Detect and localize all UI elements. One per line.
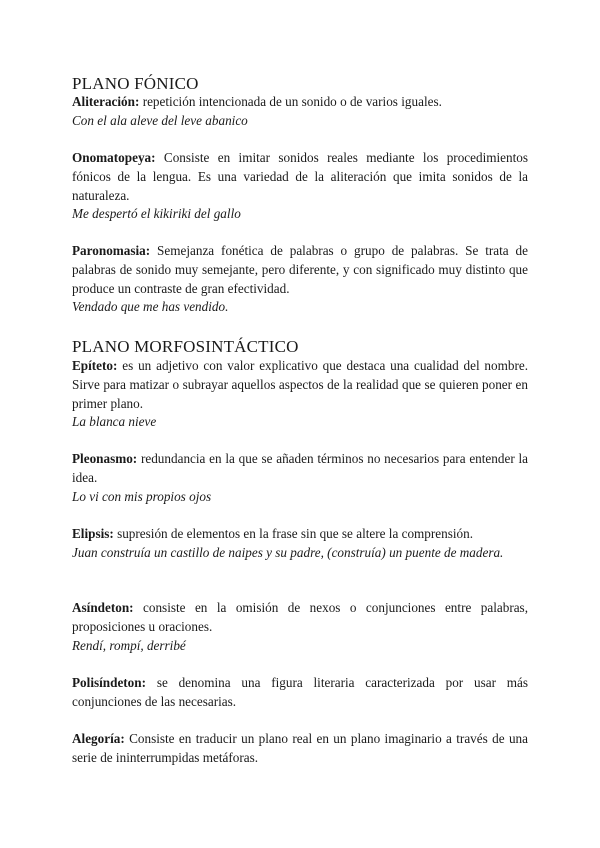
- entry-pleonasmo: [72, 450, 528, 506]
- term: Paronomasia:: [72, 243, 151, 258]
- definition-text: repetición intencionada de un sonido o de varios iguales.: [142, 94, 442, 109]
- example: Juan construía un castillo de naipes y su padre, (construía) un puente de madera.: [72, 544, 504, 560]
- definition: [72, 149, 528, 205]
- definition-text: Consiste en traducir un plano real en un plano imaginario a través de una serie de ininterrumpidas metáforas.: [72, 731, 528, 765]
- entry-alegoria: [72, 730, 528, 768]
- term: Pleonasmo:: [72, 451, 138, 466]
- term: Elipsis:: [72, 526, 114, 541]
- definition: [72, 599, 528, 637]
- definition-text: es un adjetivo con valor explicativo que destaca una cualidad del nombre. Sirve para matizar o subrayar aquellos aspectos de la realidad que se quieren poner en primer plano.: [72, 358, 529, 411]
- term: Asíndeton:: [72, 600, 134, 615]
- definition-text: Semejanza fonética de palabras o grupo de palabras. Se trata de palabras de sonido muy semejante, pero diferente, y con significado muy distinto que produce un contraste de gran efectividad.: [72, 243, 528, 296]
- definition-text: Consiste en imitar sonidos reales mediante los procedimientos fónicos de la lengua. Es una variedad de la aliteración que imita sonidos de la naturaleza.: [72, 150, 529, 203]
- definition-text: se denomina una figura literaria caracterizada por usar más conjunciones de las necesarias.: [72, 675, 528, 709]
- section-title-plano-morfosintactico: PLANO MORFOSINTÁCTICO: [72, 337, 299, 356]
- definition-text: supresión de elementos en la frase sin que se altere la comprensión.: [117, 526, 474, 541]
- definition-text: consiste en la omisión de nexos o conjunciones entre palabras, proposiciones u oraciones.: [72, 600, 528, 634]
- term: Aliteración:: [72, 94, 140, 109]
- example: Con el ala aleve del leve abanico: [72, 112, 248, 128]
- entry-paronomasia: [72, 242, 528, 317]
- entry-asindeton: [72, 599, 528, 655]
- example: Rendí, rompí, derribé: [72, 637, 186, 653]
- example: Vendado que me has vendido.: [72, 299, 229, 315]
- entry-aliteracion: [72, 93, 528, 131]
- entry-elipsis: [72, 525, 528, 563]
- example: Lo vi con mis propios ojos: [72, 488, 212, 504]
- term: Epíteto:: [72, 358, 118, 373]
- definition-text: redundancia en la que se añaden términos no necesarios para entender la idea.: [72, 451, 528, 485]
- definition: [72, 242, 528, 298]
- definition: [72, 450, 528, 488]
- example: Me despertó el kikiriki del gallo: [72, 206, 241, 222]
- definition: [72, 730, 528, 768]
- entry-onomatopeya: [72, 149, 528, 224]
- definition: [72, 93, 528, 112]
- example: La blanca nieve: [72, 414, 157, 430]
- definition: [72, 357, 528, 413]
- term: Polisíndeton:: [72, 675, 147, 690]
- section-title-plano-fonico: PLANO FÓNICO: [72, 74, 199, 93]
- definition: [72, 674, 528, 712]
- entry-epiteto: [72, 357, 528, 432]
- term: Alegoría:: [72, 731, 125, 746]
- definition: [72, 525, 528, 544]
- entry-polisindeton: [72, 674, 528, 712]
- term: Onomatopeya:: [72, 150, 156, 165]
